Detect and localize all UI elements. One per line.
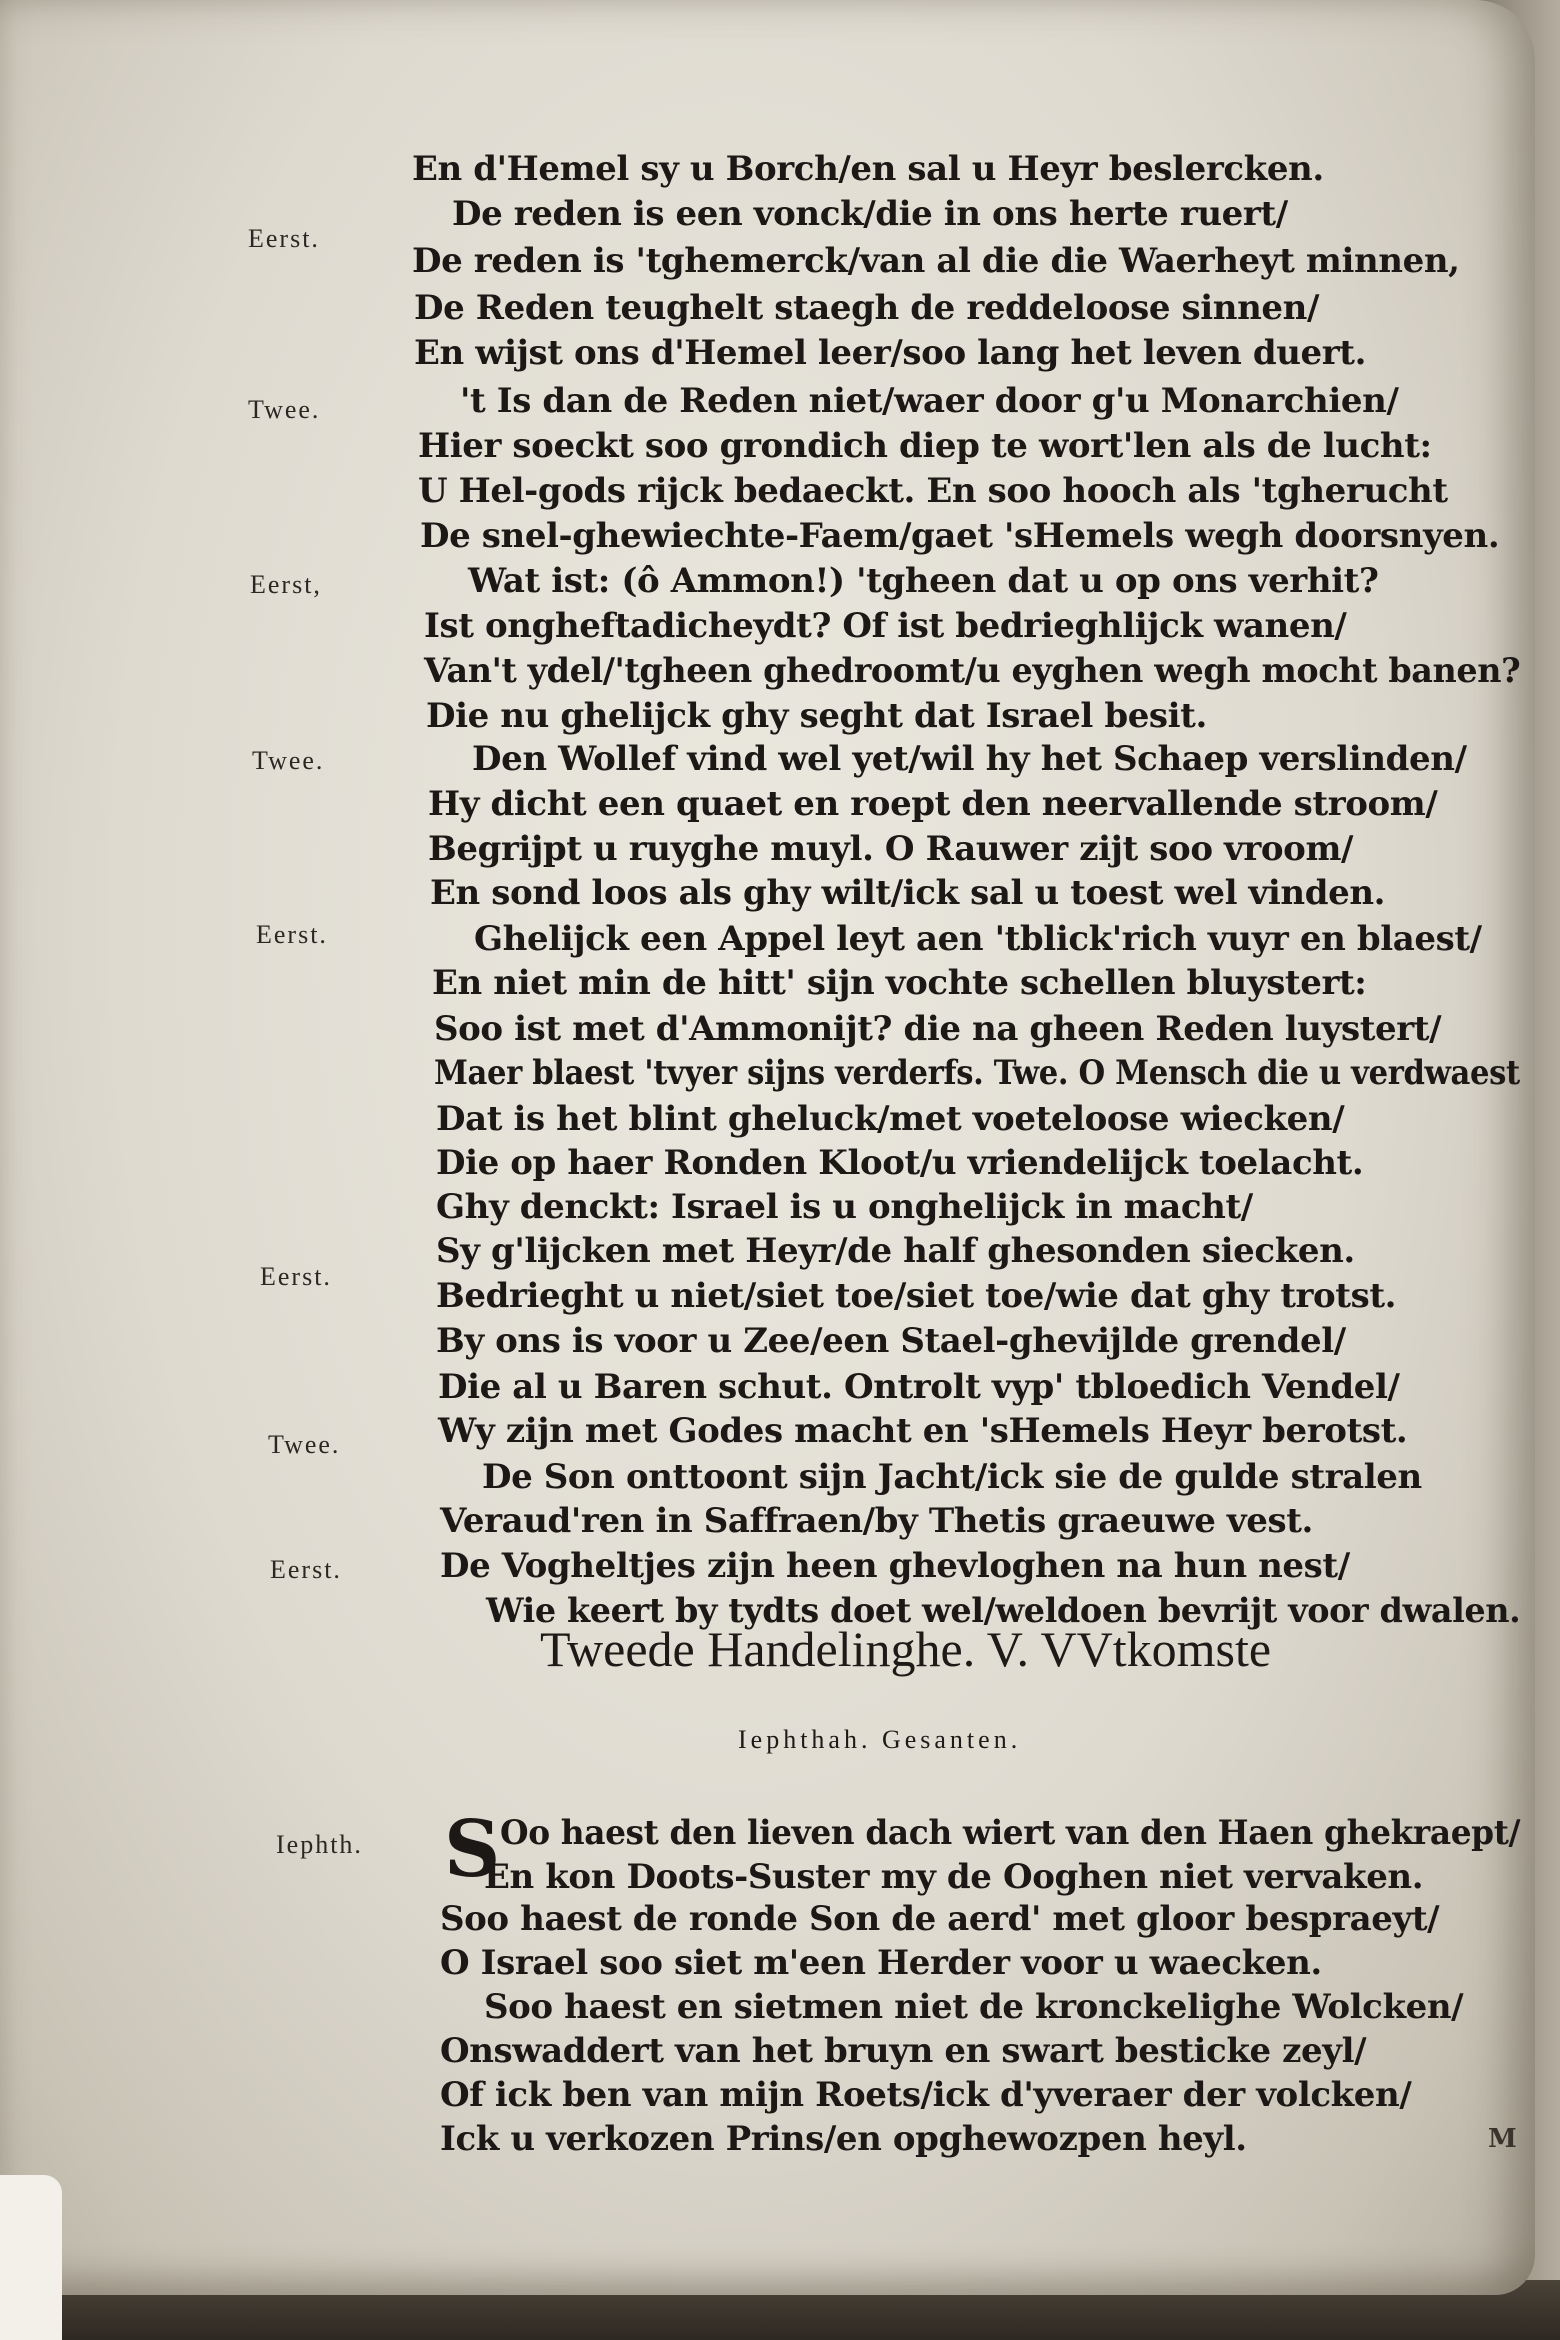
verse-line: By ons is voor u Zee/een Stael-ghevijlde grendel/ [436, 1321, 1346, 1361]
verse-line: Of ick ben van mijn Roets/ick d'yveraer der volcken/ [440, 2075, 1412, 2115]
verse-line: Wie keert by tydts doet wel/weldoen bevrijt voor dwalen. [486, 1591, 1521, 1631]
verse-line: Van't ydel/'tgheen ghedroomt/u eyghen wegh mocht banen? [424, 651, 1521, 691]
verse-line: En d'Hemel sy u Borch/en sal u Heyr beslercken. [412, 149, 1324, 189]
verse-line: Ick u verkozen Prins/en opghewozpen heyl. [440, 2119, 1247, 2159]
speaker-label: Twee. [248, 395, 321, 424]
verse-line: Oo haest den lieven dach wiert van den Haen ghekraept/ [500, 1813, 1521, 1853]
speaker-label: Eerst, [250, 570, 322, 599]
page-mark: M [1488, 2124, 1517, 2154]
section-heading: Tweede Handelinghe. V. VVtkomste [540, 1621, 1272, 1677]
verse-line: Begrijpt u ruyghe muyl. O Rauwer zijt soo vroom/ [428, 829, 1354, 869]
drop-cap: S [444, 1804, 501, 1895]
verse-line: Wat ist: (ô Ammon!) 'tgheen dat u op ons verhit? [468, 561, 1379, 601]
verse-line: Onswaddert van het bruyn en swart besticke zeyl/ [440, 2031, 1367, 2071]
verse-line: O Israel soo siet m'een Herder voor u waecken. [440, 1943, 1322, 1983]
verse-line: De snel-ghewiechte-Faem/gaet 'sHemels wegh doorsnyen. [420, 516, 1500, 556]
paper-corner [0, 2175, 62, 2340]
verse-line: Maer blaest 'tvyer sijns verderfs. Twe. O Mensch die u verdwaest [434, 1053, 1520, 1093]
speaker-label: Eerst. [260, 1262, 332, 1291]
verse-line: Veraud'ren in Saffraen/by Thetis graeuwe vest. [440, 1501, 1313, 1541]
verse-line: De reden is een vonck/die in ons herte ruert/ [452, 194, 1288, 234]
verse-line: De Reden teughelt staegh de reddeloose sinnen/ [414, 288, 1319, 328]
verse-line: Dat is het blint gheluck/met voeteloose wiecken/ [436, 1099, 1345, 1139]
speaker-label: Twee. [252, 746, 325, 775]
verse-line: Sy g'lijcken met Heyr/de half ghesonden siecken. [436, 1231, 1355, 1271]
verse-line: Den Wollef vind wel yet/wil hy het Schaep verslinden/ [472, 739, 1467, 779]
verse-line: De reden is 'tghemerck/van al die die Waerheyt minnen, [412, 241, 1460, 281]
speaker-label: Iephth. [276, 1830, 363, 1859]
speaker-label: Eerst. [248, 224, 320, 253]
verse-line: Hy dicht een quaet en roept den neervallende stroom/ [428, 784, 1438, 824]
verse-line: Ist ongheftadicheydt? Of ist bedrieghlijck wanen/ [424, 606, 1347, 646]
verse-line: De Son onttoont sijn Jacht/ick sie de gulde stralen [482, 1457, 1422, 1497]
speaker-label: Twee. [268, 1430, 341, 1459]
verse-line: Wy zijn met Godes macht en 'sHemels Heyr berotst. [438, 1411, 1408, 1451]
verse-line: En sond loos als ghy wilt/ick sal u toest wel vinden. [430, 873, 1386, 913]
verse-line: Hier soeckt soo grondich diep te wort'len als de lucht: [418, 426, 1432, 466]
verse-line: Bedrieght u niet/siet toe/siet toe/wie dat ghy trotst. [436, 1276, 1397, 1316]
verse-line: En kon Doots-Suster my de Ooghen niet vervaken. [484, 1857, 1424, 1897]
verse-line: 't Is dan de Reden niet/waer door g'u Monarchien/ [460, 381, 1399, 421]
verse-line: En wijst ons d'Hemel leer/soo lang het leven duert. [414, 333, 1367, 373]
verse-line: Soo haest de ronde Son de aerd' met gloor bespraeyt/ [440, 1899, 1440, 1939]
characters-heading: Iephthah. Gesanten. [738, 1725, 1022, 1754]
verse-line: De Vogheltjes zijn heen ghevloghen na hun nest/ [440, 1546, 1350, 1586]
verse-line: Die op haer Ronden Kloot/u vriendelijck toelacht. [436, 1143, 1364, 1183]
verse-line: Soo ist met d'Ammonijt? die na gheen Reden luystert/ [434, 1009, 1442, 1049]
verse-line: Ghy denckt: Israel is u onghelijck in macht/ [436, 1187, 1253, 1227]
speaker-label: Eerst. [256, 920, 328, 949]
speaker-label: Eerst. [270, 1555, 342, 1584]
verse-line: Die nu ghelijck ghy seght dat Israel besit. [426, 696, 1207, 736]
verse-line: Soo haest en sietmen niet de kronckelighe Wolcken/ [484, 1987, 1464, 2027]
verse-line: Ghelijck een Appel leyt aen 'tblick'rich vuyr en blaest/ [474, 919, 1482, 959]
verse-line: Die al u Baren schut. Ontrolt vyp' tbloedich Vendel/ [438, 1367, 1400, 1407]
verse-line: En niet min de hitt' sijn vochte schellen bluystert: [432, 963, 1367, 1003]
verse-line: U Hel-gods rijck bedaeckt. En soo hooch als 'tgherucht [418, 471, 1448, 511]
